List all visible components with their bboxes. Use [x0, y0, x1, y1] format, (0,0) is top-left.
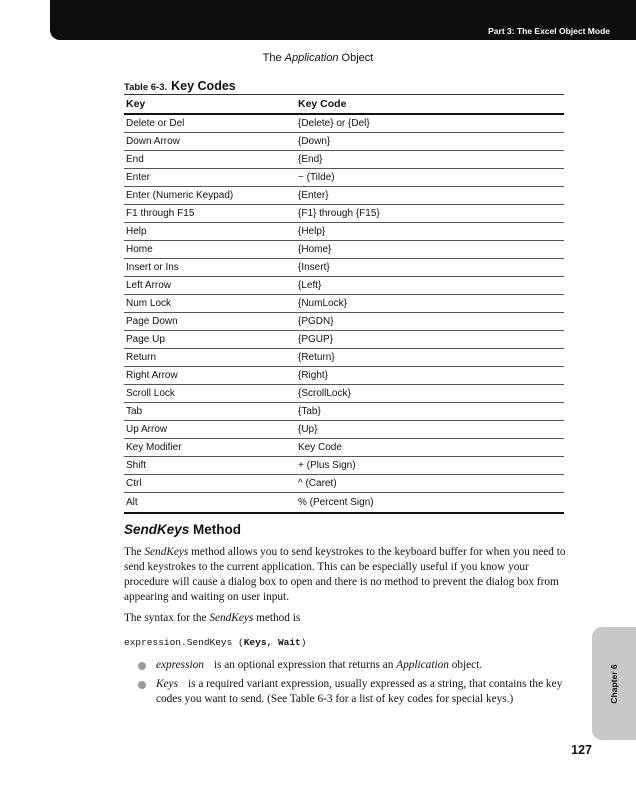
- key-code-cell: {Delete} or {Del}: [296, 114, 564, 133]
- parameter-desc-post: object.: [448, 659, 483, 671]
- key-code-cell: {PGDN}: [296, 313, 564, 331]
- key-code-cell: {Help}: [296, 223, 564, 241]
- key-code-cell: {Tab}: [296, 403, 564, 421]
- code-suffix: ): [300, 637, 307, 648]
- key-cell: End: [124, 151, 296, 169]
- key-cell: Help: [124, 223, 296, 241]
- chapter-tab: [592, 627, 636, 740]
- key-code-cell: {Left}: [296, 277, 564, 295]
- key-cell: Page Up: [124, 331, 296, 349]
- table-row: [124, 187, 564, 205]
- table-row: [124, 295, 564, 313]
- para2-b: method is: [253, 612, 301, 624]
- table-caption: [124, 77, 236, 95]
- table-row: [124, 313, 564, 331]
- parameter-term: Keys: [156, 678, 178, 690]
- key-code-cell: {Up}: [296, 421, 564, 439]
- key-code-cell: % (Percent Sign): [296, 493, 564, 514]
- key-code-cell: {ScrollLock}: [296, 385, 564, 403]
- parameter-desc-italic: Application: [396, 659, 449, 671]
- key-code-cell: Key Code: [296, 439, 564, 457]
- para2-a: The syntax for the: [124, 612, 210, 624]
- key-cell: F1 through F15: [124, 205, 296, 223]
- table-row: [124, 421, 564, 439]
- section-heading-rest: Method: [189, 522, 242, 537]
- key-code-cell: {Right}: [296, 367, 564, 385]
- bullet-icon: [138, 662, 146, 670]
- key-cell: Left Arrow: [124, 277, 296, 295]
- column-header-key: Key: [124, 95, 296, 115]
- key-code-cell: {Down}: [296, 133, 564, 151]
- section-heading: [124, 522, 241, 537]
- key-cell: Ctrl: [124, 475, 296, 493]
- table-row: [124, 493, 564, 514]
- section-heading-italic: SendKeys: [124, 522, 190, 537]
- table-row: [124, 151, 564, 169]
- table-row: [124, 403, 564, 421]
- key-code-cell: {PGUP}: [296, 331, 564, 349]
- table-row: [124, 439, 564, 457]
- table-row: [124, 385, 564, 403]
- table-row: [124, 349, 564, 367]
- header-bar: [50, 0, 636, 40]
- chapter-label: Chapter 6: [609, 663, 619, 704]
- table-row: [124, 475, 564, 493]
- key-cell: Enter (Numeric Keypad): [124, 187, 296, 205]
- intro-paragraph: [124, 545, 566, 605]
- table-row: [124, 259, 564, 277]
- table-row: [124, 223, 564, 241]
- syntax-paragraph: [124, 611, 566, 626]
- key-cell: Tab: [124, 403, 296, 421]
- parameter-term: expression: [156, 659, 204, 671]
- running-head: [0, 52, 636, 64]
- table-row: [124, 277, 564, 295]
- table-row: [124, 133, 564, 151]
- key-cell: Home: [124, 241, 296, 259]
- key-cell: Page Down: [124, 313, 296, 331]
- code-prefix: expression.SendKeys (: [124, 637, 244, 648]
- column-header-key-code: Key Code: [296, 95, 564, 115]
- key-code-cell: {Return}: [296, 349, 564, 367]
- key-cell: Key Modifier: [124, 439, 296, 457]
- para2-italic: SendKeys: [209, 612, 254, 624]
- part-title: Part 3: The Excel Object Mode: [488, 26, 610, 36]
- parameter-list: [124, 658, 566, 711]
- list-item: [124, 658, 566, 673]
- list-item: [124, 677, 566, 707]
- key-code-cell: {End}: [296, 151, 564, 169]
- parameter-desc-pre: is an optional expression that returns an: [213, 659, 397, 671]
- key-code-cell: + (Plus Sign): [296, 457, 564, 475]
- key-cell: Return: [124, 349, 296, 367]
- key-cell: Right Arrow: [124, 367, 296, 385]
- syntax-code: [124, 637, 306, 648]
- key-cell: Shift: [124, 457, 296, 475]
- table-row: [124, 331, 564, 349]
- key-cell: Enter: [124, 169, 296, 187]
- code-args: Keys, Wait: [243, 637, 301, 648]
- bullet-icon: [138, 681, 146, 689]
- key-code-cell: ~ (Tilde): [296, 169, 564, 187]
- table-row: [124, 205, 564, 223]
- para1-a: The: [124, 546, 145, 558]
- key-cell: Insert or Ins: [124, 259, 296, 277]
- key-code-cell: {Home}: [296, 241, 564, 259]
- table-body: [124, 114, 564, 513]
- key-cell: Alt: [124, 493, 296, 514]
- key-cell: Down Arrow: [124, 133, 296, 151]
- key-cell: Delete or Del: [124, 114, 296, 133]
- key-code-cell: ^ (Caret): [296, 475, 564, 493]
- key-cell: Up Arrow: [124, 421, 296, 439]
- para1-b: method allows you to send keystrokes to the keyboard buffer for when you need to send keystrokes to the current application. This can be especially useful if you know your procedure will cause a dialog box to open and there is no method to prevent the dialog box from appearing and waiting on user input.: [124, 546, 566, 603]
- table-row: [124, 457, 564, 475]
- key-cell: Num Lock: [124, 295, 296, 313]
- running-head-italic: Application: [284, 52, 339, 64]
- page-number: 127: [571, 743, 592, 757]
- table-number: Table 6-3.: [124, 82, 168, 93]
- table-row: [124, 367, 564, 385]
- key-code-cell: {Enter}: [296, 187, 564, 205]
- key-code-cell: {F1} through {F15}: [296, 205, 564, 223]
- key-code-cell: {Insert}: [296, 259, 564, 277]
- running-head-pre: The: [262, 52, 285, 64]
- table-row: [124, 114, 564, 133]
- para1-italic: SendKeys: [144, 546, 189, 558]
- table-title: Key Codes: [171, 79, 236, 93]
- key-codes-table: [124, 94, 564, 514]
- parameter-desc-pre: is a required variant expression, usually expressed as a string, that contains the key codes you want to send. (See Table 6-3 for a list of key codes for special keys.): [156, 678, 563, 705]
- running-head-post: Object: [338, 52, 374, 64]
- key-cell: Scroll Lock: [124, 385, 296, 403]
- table-header-row: [124, 95, 564, 115]
- table-row: [124, 241, 564, 259]
- key-code-cell: {NumLock}: [296, 295, 564, 313]
- table-row: [124, 169, 564, 187]
